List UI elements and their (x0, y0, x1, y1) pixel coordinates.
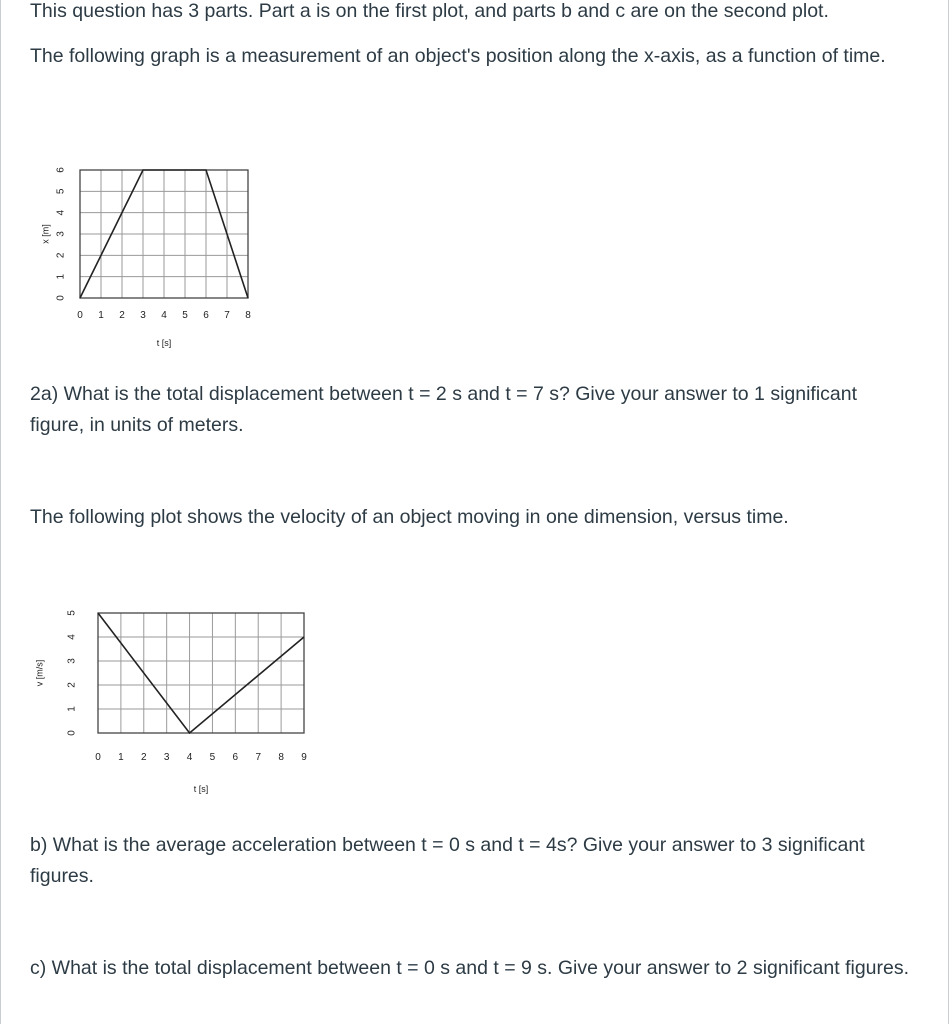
plot-frame (98, 613, 304, 733)
graph1-description: The following graph is a measurement of an object's position along the x-axis, as a function of time. (30, 45, 886, 67)
x-tick-label: 0 (77, 310, 83, 321)
x-tick-label: 6 (232, 752, 239, 763)
y-tick-label: 2 (66, 682, 78, 688)
question-b: b) What is the average acceleration between t = 0 s and t = 4s? Give your answer to 3 significant figures. (30, 834, 865, 887)
y-tick-label: 1 (55, 273, 67, 280)
y-tick-label: 4 (66, 634, 78, 640)
intro-text: This question has 3 parts. Part a is on the first plot, and parts b and c are on the second plot. (30, 0, 829, 22)
x-tick-label: 8 (245, 310, 251, 321)
y-tick-label: 2 (55, 252, 67, 259)
y-tick-label: 3 (66, 658, 78, 664)
x-tick-label: 6 (203, 310, 209, 321)
x-axis-label: t [s] (156, 338, 172, 348)
page-left-border (0, 0, 1, 1024)
x-tick-label: 4 (161, 310, 167, 321)
x-tick-label: 5 (182, 310, 188, 321)
x-tick-label: 3 (163, 752, 170, 763)
question-2a: 2a) What is the total displacement between t = 2 s and t = 7 s? Give your answer to 1 significant figure, in units of meters. (30, 383, 858, 436)
x-tick-label: 1 (98, 310, 104, 321)
x-tick-label: 3 (140, 310, 146, 321)
y-tick-label: 5 (66, 610, 78, 616)
x-tick-label: 9 (301, 752, 307, 763)
series-line-velocity (98, 613, 304, 733)
velocity-time-chart (20, 595, 340, 810)
x-tick-label: 2 (119, 310, 125, 321)
y-tick-label: 5 (55, 188, 67, 195)
y-tick-label: 0 (55, 295, 67, 301)
x-tick-label: 7 (224, 310, 230, 321)
question-c: c) What is the total displacement between t = 0 s and t = 9 s. Give your answer to 2 significant figures. (30, 957, 910, 979)
graph2-description: The following plot shows the velocity of an object moving in one dimension, versus time. (30, 506, 789, 528)
y-tick-label: 3 (55, 231, 67, 237)
y-tick-label: 1 (66, 706, 78, 712)
x-tick-label: 2 (140, 752, 147, 763)
x-tick-label: 5 (209, 752, 216, 763)
page-right-border (948, 0, 949, 1024)
y-axis-label: v [m/s] (34, 659, 45, 687)
x-axis-label: t [s] (193, 784, 209, 794)
x-tick-label: 8 (278, 752, 284, 763)
x-tick-label: 0 (95, 752, 101, 763)
y-tick-label: 6 (55, 167, 67, 173)
position-time-chart (20, 150, 280, 360)
y-tick-label: 4 (55, 209, 67, 216)
x-tick-label: 1 (118, 752, 124, 763)
y-axis-label: x [m] (40, 224, 51, 244)
x-tick-label: 4 (186, 752, 193, 763)
x-tick-label: 7 (255, 752, 262, 763)
y-tick-label: 0 (66, 730, 78, 736)
